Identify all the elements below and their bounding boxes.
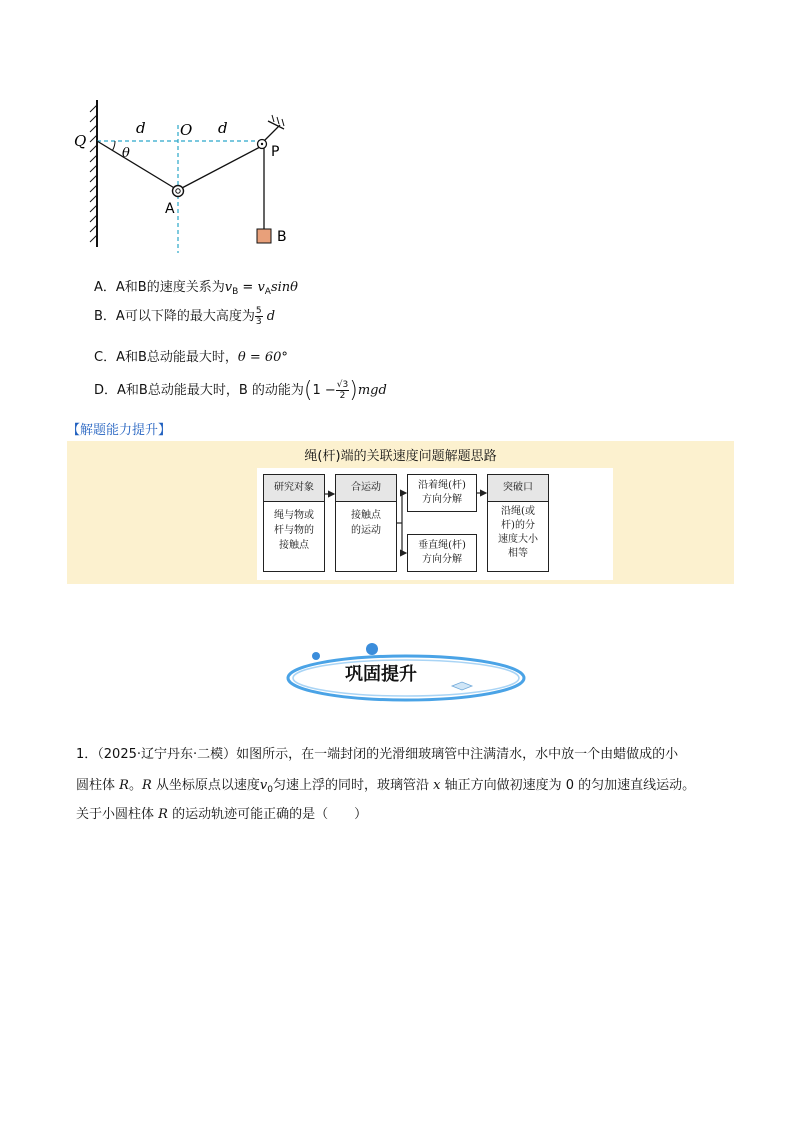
flow-box-research-object: 研究对象 绳与物或 杆与物的 接触点 — [263, 474, 325, 572]
book-icon — [452, 682, 472, 690]
option-b: B．A可以下降的最大高度为 $\frac{5}{3}$ d — [94, 306, 276, 327]
option-d: D．A和B总动能最大时，B 的动能为(1 − $\frac{√3}{2}$ )mgd — [94, 378, 387, 403]
flow-box-perpendicular-rope: 垂直绳(杆) 方向分解 — [407, 534, 477, 572]
pulley-support — [264, 125, 280, 141]
flow-box-resultant-motion: 合运动 接触点 的运动 — [335, 474, 397, 572]
label-o: O — [180, 121, 193, 139]
tips-title: 绳(杆)端的关联速度问题解题思路 — [304, 449, 497, 464]
label-b: B — [277, 229, 287, 245]
option-a: A．A和B的速度关系为$v_B = v_A\sin\theta$ — [94, 280, 298, 297]
label-theta: θ — [122, 146, 130, 161]
question-1-line-2: 圆柱体 R。R 从坐标原点以速度$v_0$匀速上浮的同时，玻璃管沿 x 轴正方向做初速度为 0 的匀加速直线运动。 — [76, 778, 696, 795]
label-d-left: d — [136, 119, 146, 137]
rope-qa — [97, 141, 176, 189]
label-d-right: d — [218, 119, 228, 137]
wall-hatching — [90, 105, 97, 242]
question-1-line-3: 关于小圆柱体 R 的运动轨迹可能正确的是（ ） — [76, 807, 368, 822]
label-p: P — [271, 144, 280, 160]
tips-heading: 【解题能力提升】 — [67, 423, 172, 438]
label-q: Q — [74, 132, 87, 150]
ring-dot-small — [312, 652, 320, 660]
physics-figure — [70, 95, 330, 255]
tips-box — [67, 441, 734, 584]
label-a: A — [165, 201, 175, 217]
flow-box-breakthrough: 突破口 沿绳(或 杆)的分 速度大小 相等 — [487, 474, 549, 572]
option-c: C．A和B总动能最大时，θ = 60° — [94, 350, 288, 365]
rope-ap — [180, 147, 260, 189]
flow-arrows — [257, 468, 613, 580]
ring-dot-large — [366, 643, 378, 655]
flow-box-along-rope: 沿着绳(杆) 方向分解 — [407, 474, 477, 512]
block-b — [257, 229, 271, 243]
question-1-line-1: 1．（2025·辽宁丹东·二模）如图所示，在一端封闭的光滑细玻璃管中注满清水，水中放一个由蜡做成的小 — [76, 747, 679, 762]
section-title: 巩固提升 — [345, 664, 417, 685]
flowchart — [257, 468, 613, 580]
